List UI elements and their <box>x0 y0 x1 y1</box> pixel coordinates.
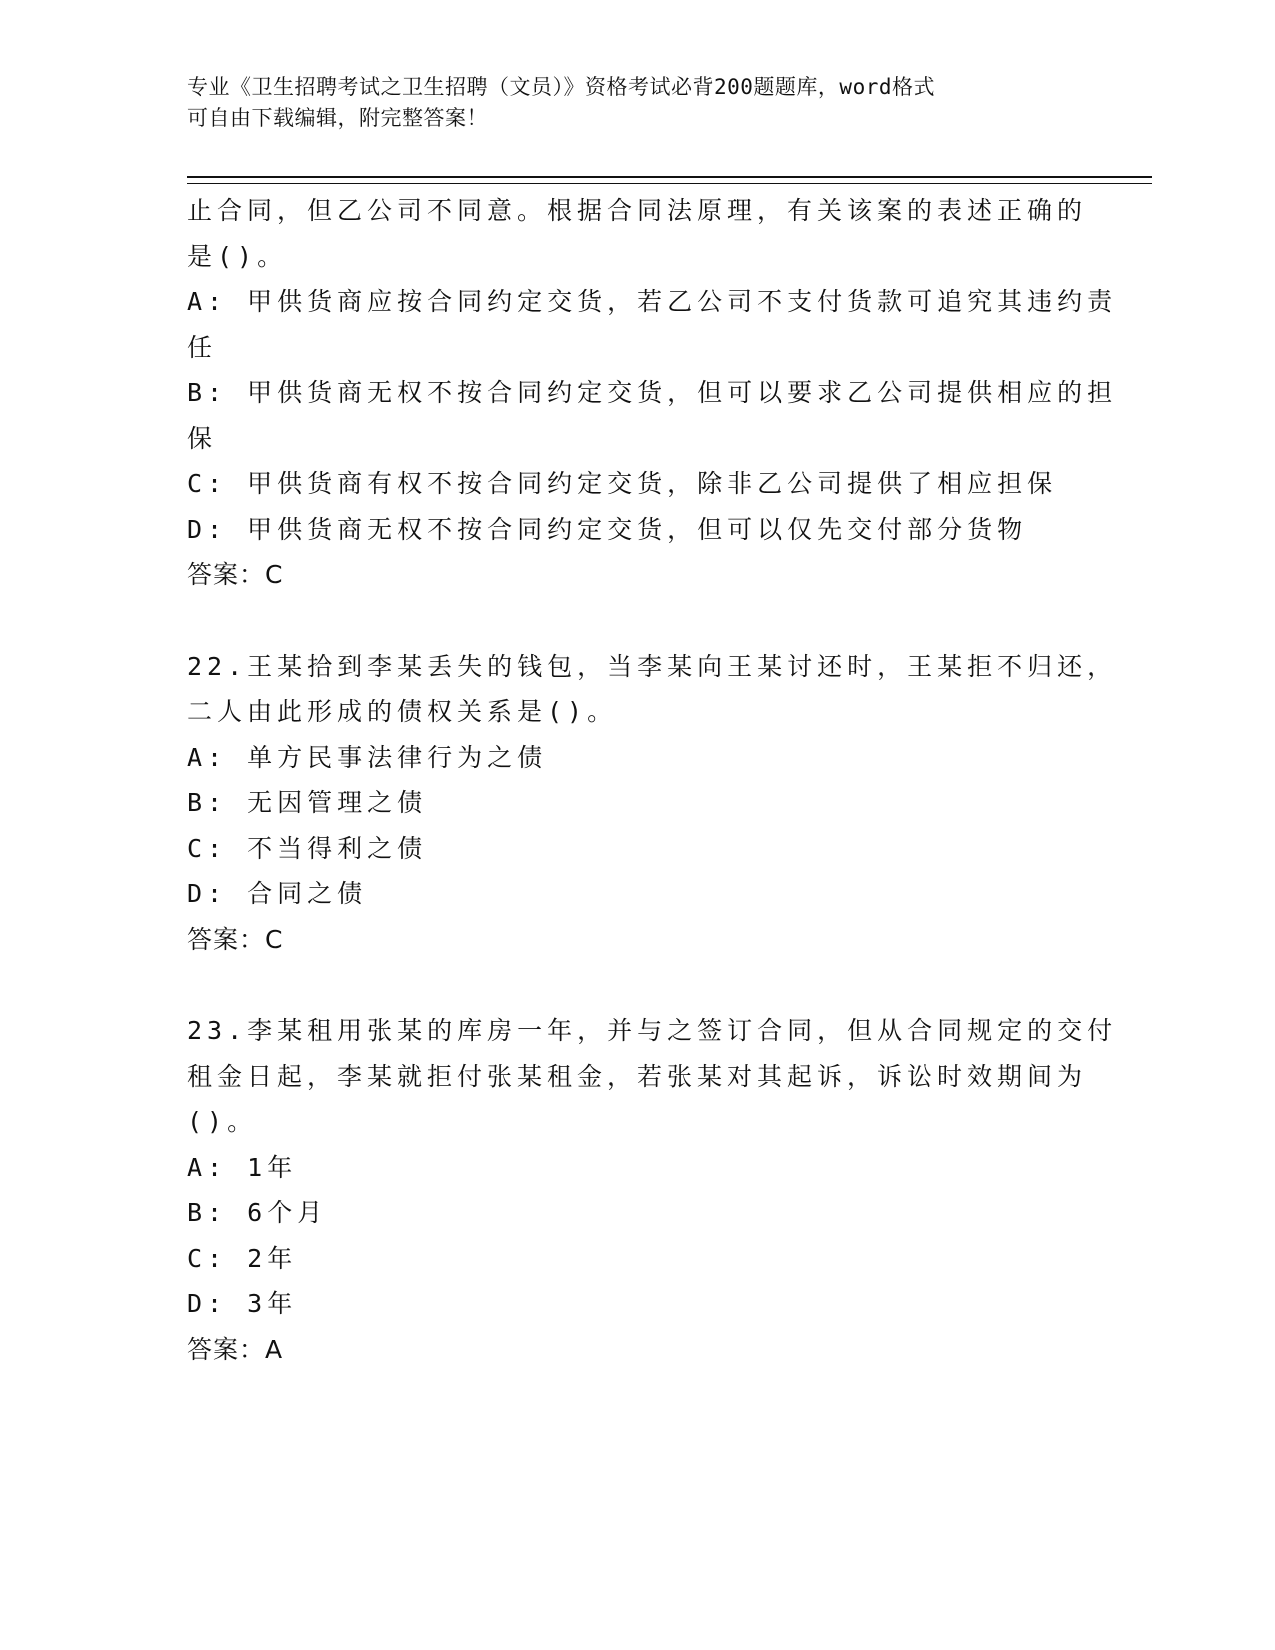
question-stem-line: 22.王某拾到李某丢失的钱包，当李某向王某讨还时，王某拒不归还， <box>187 651 1118 681</box>
option-b: B: 无因管理之债 <box>187 788 428 817</box>
option-b: B: 甲供货商无权不按合同约定交货，但可以要求乙公司提供相应的担 <box>187 378 1118 407</box>
document-body <box>187 188 1118 1372</box>
answer-label: 答案：C <box>187 560 284 589</box>
header-title-line-2: 可自由下载编辑，附完整答案！ <box>187 106 488 130</box>
spacer <box>187 598 1087 644</box>
question-stem-line: 租金日起，李某就拒付张某租金，若张某对其起诉，诉讼时效期间为 <box>187 1061 1088 1091</box>
spacer <box>187 962 1087 1008</box>
question-23 <box>187 1008 1118 1372</box>
option-c: C: 甲供货商有权不按合同约定交货，除非乙公司提供了相应担保 <box>187 469 1058 498</box>
question-stem-line: ()。 <box>187 1107 258 1136</box>
option-b: B: 6个月 <box>187 1198 328 1227</box>
question-21 <box>187 188 1118 598</box>
option-a: A: 单方民事法律行为之债 <box>187 742 548 772</box>
option-d: D: 3年 <box>187 1289 298 1318</box>
option-a: A: 1年 <box>187 1152 298 1182</box>
question-22 <box>187 644 1118 963</box>
answer-label: 答案：A <box>187 1334 284 1364</box>
option-a: A: 甲供货商应按合同约定交货，若乙公司不支付货款可追究其违约责 <box>187 287 1118 316</box>
answer-label: 答案：C <box>187 924 284 954</box>
document-header <box>187 72 1087 134</box>
header-divider <box>187 176 1152 184</box>
header-title-line-1: 专业《卫生招聘考试之卫生招聘（文员）》资格考试必背200题题库，word格式 <box>187 75 935 99</box>
option-b-continued: 保 <box>187 423 218 453</box>
option-c: C: 2年 <box>187 1243 298 1273</box>
option-a-continued: 任 <box>187 332 218 362</box>
question-stem-line: 止合同，但乙公司不同意。根据合同法原理，有关该案的表述正确的 <box>187 196 1088 225</box>
option-d: D: 合同之债 <box>187 879 368 908</box>
question-stem-line: 是()。 <box>187 241 288 271</box>
option-d: D: 甲供货商无权不按合同约定交货，但可以仅先交付部分货物 <box>187 514 1028 544</box>
question-stem-line: 23.李某租用张某的库房一年，并与之签订合同，但从合同规定的交付 <box>187 1016 1118 1045</box>
question-stem-line: 二人由此形成的债权关系是()。 <box>187 697 618 726</box>
option-c: C: 不当得利之债 <box>187 833 428 863</box>
